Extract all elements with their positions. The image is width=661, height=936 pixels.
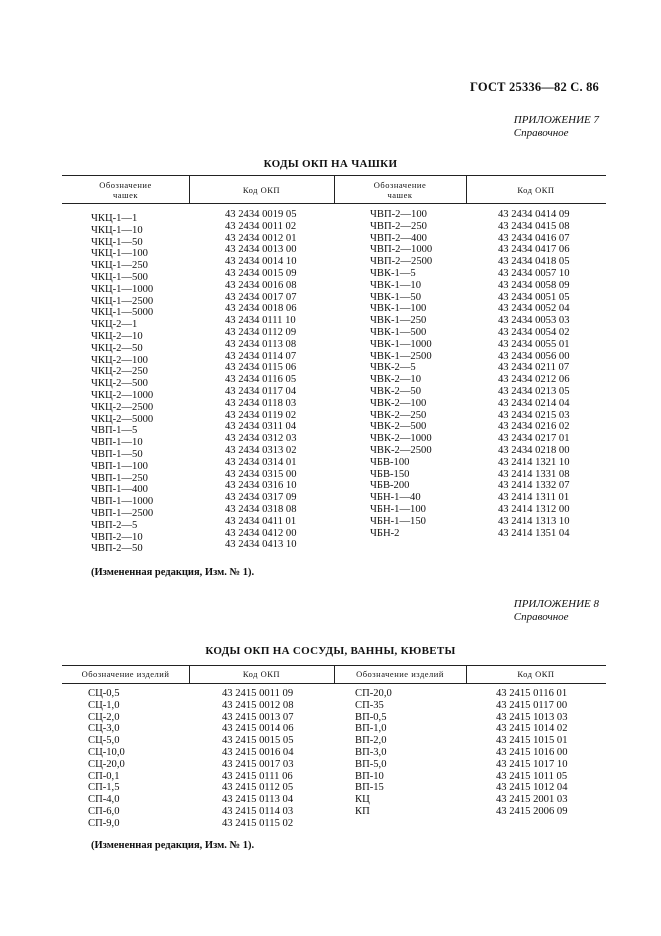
okp-code: 43 2434 0312 03 <box>225 433 297 445</box>
appendix-8-title: ПРИЛОЖЕНИЕ 8 <box>513 598 599 610</box>
table-1-right-codes <box>498 209 570 539</box>
product-designation: СП-9,0 <box>88 817 120 829</box>
okp-code: 43 2434 0411 01 <box>225 515 297 527</box>
okp-code: 43 2434 0058 09 <box>498 279 570 291</box>
okp-code: 43 2434 0014 10 <box>225 256 297 268</box>
okp-code: 43 2415 0113 04 <box>222 794 294 806</box>
product-designation: ЧВП-1—1000 <box>91 496 154 508</box>
okp-code: 43 2414 1331 08 <box>498 468 570 480</box>
table-1-col-code-left: Код ОКП <box>242 185 281 195</box>
okp-code: 43 2434 0053 03 <box>498 315 570 327</box>
table-2-col-designation-left: Обозначение изделий <box>81 669 170 679</box>
okp-code: 43 2415 0016 04 <box>222 746 294 758</box>
okp-code: 43 2414 1321 10 <box>498 456 570 468</box>
okp-code: 43 2415 0114 03 <box>222 805 294 817</box>
page-header: ГОСТ 25336—82 С. 86 <box>470 80 599 94</box>
okp-code: 43 2434 0015 09 <box>225 267 297 279</box>
okp-code: 43 2434 0057 10 <box>498 267 570 279</box>
product-designation: ЧВП-2—100 <box>370 209 427 220</box>
product-designation: ВП-2,0 <box>355 735 387 747</box>
product-designation: ЧВК-2—50 <box>370 385 422 397</box>
okp-code: 43 2434 0113 08 <box>225 338 297 350</box>
okp-code: 43 2434 0054 02 <box>498 326 570 338</box>
product-designation: ЧВП-2—250 <box>370 220 427 232</box>
product-designation: ЧВП-1—100 <box>91 460 148 472</box>
okp-code: 43 2434 0016 08 <box>225 279 297 291</box>
product-designation: ЧВП-1—50 <box>91 448 143 460</box>
appendix-7-subtitle: Справочное <box>513 127 569 139</box>
product-designation: СП-35 <box>355 699 384 711</box>
product-designation: ЧВК-2—10 <box>370 374 422 386</box>
okp-code: 43 2414 1313 10 <box>498 515 570 527</box>
product-designation: ЧКЦ-2—1 <box>91 319 138 331</box>
table-1-title: КОДЫ ОКП НА ЧАШКИ <box>263 158 398 170</box>
product-designation: ЧКЦ-1—1000 <box>91 283 154 295</box>
product-designation: ЧВК-2—250 <box>370 409 427 421</box>
okp-code: 43 2415 1011 05 <box>496 770 568 782</box>
okp-code: 43 2434 0211 07 <box>498 362 570 374</box>
product-designation: ЧКЦ-1—500 <box>91 271 148 283</box>
product-designation: ЧВК-2—5 <box>370 362 416 374</box>
table-1-left-codes <box>225 209 297 551</box>
product-designation: ЧВК-1—5 <box>370 267 416 279</box>
product-designation: ЧВК-2—100 <box>370 397 427 409</box>
okp-code: 43 2414 1351 04 <box>498 527 570 539</box>
okp-code: 43 2434 0116 05 <box>225 374 297 386</box>
product-designation: ЧВП-1—400 <box>91 484 148 496</box>
product-designation: ЧКЦ-2—50 <box>91 342 143 354</box>
okp-code: 43 2434 0318 08 <box>225 503 297 515</box>
okp-code: 43 2434 0117 04 <box>225 385 297 397</box>
product-designation: СП-4,0 <box>88 794 120 806</box>
product-designation: ЧВК-1—50 <box>370 291 422 303</box>
table-2-right-codes <box>496 688 568 818</box>
product-designation: КП <box>355 805 370 817</box>
okp-code: 43 2434 0017 07 <box>225 291 297 303</box>
okp-code: 43 2415 0115 02 <box>222 817 294 829</box>
product-designation: СЦ-2,0 <box>88 711 120 723</box>
okp-code: 43 2434 0118 03 <box>225 397 297 409</box>
product-designation: ЧВП-2—400 <box>370 232 427 244</box>
product-designation: СЦ-20,0 <box>88 758 125 770</box>
okp-code: 43 2434 0317 09 <box>225 492 297 504</box>
table-1-header-rule <box>62 203 606 204</box>
product-designation: ЧКЦ-2—10 <box>91 330 143 342</box>
product-designation: ЧВП-2—50 <box>91 543 143 555</box>
product-designation: ЧКЦ-2—2500 <box>91 401 154 413</box>
col-header-text: чашек <box>113 190 138 200</box>
okp-code: 43 2415 0013 07 <box>222 711 294 723</box>
product-designation: ВП-0,5 <box>355 711 387 723</box>
okp-code: 43 2415 1017 10 <box>496 758 568 770</box>
okp-code: 43 2434 0414 09 <box>498 209 570 220</box>
product-designation: ЧВК-1—10 <box>370 279 422 291</box>
table-2-note: (Измененная редакция, Изм. № 1). <box>91 840 255 851</box>
product-designation: ЧКЦ-2—500 <box>91 378 148 390</box>
product-designation: ЧВП-2—10 <box>91 531 143 543</box>
table-2-title: КОДЫ ОКП НА СОСУДЫ, ВАННЫ, КЮВЕТЫ <box>205 645 456 657</box>
okp-code: 43 2434 0215 03 <box>498 409 570 421</box>
okp-code: 43 2434 0412 00 <box>225 527 297 539</box>
okp-code: 43 2415 0017 03 <box>222 758 294 770</box>
product-designation: ЧБВ-200 <box>370 480 410 492</box>
okp-code: 43 2434 0316 10 <box>225 480 297 492</box>
product-designation: ЧКЦ-1—250 <box>91 260 148 272</box>
product-designation: ЧВП-1—10 <box>91 437 143 449</box>
product-designation: ЧВК-1—500 <box>370 326 427 338</box>
okp-code: 43 2415 1015 01 <box>496 735 568 747</box>
okp-code: 43 2434 0112 09 <box>225 326 297 338</box>
appendix-7-label <box>514 114 599 140</box>
okp-code: 43 2434 0314 01 <box>225 456 297 468</box>
table-1-left-names <box>91 213 153 555</box>
appendix-7-title: ПРИЛОЖЕНИЕ 7 <box>513 114 599 126</box>
product-designation: ЧВК-1—2500 <box>370 350 432 362</box>
product-designation: ЧБВ-100 <box>370 456 410 468</box>
product-designation: ЧВП-2—5 <box>91 519 138 531</box>
table-1-col-code-right: Код ОКП <box>517 185 555 195</box>
okp-code: 43 2434 0216 02 <box>498 421 570 433</box>
okp-code: 43 2415 0112 05 <box>222 782 294 794</box>
okp-code: 43 2434 0052 04 <box>498 303 570 315</box>
product-designation: СП-0,1 <box>88 770 120 782</box>
product-designation: ЧКЦ-1—10 <box>91 224 143 236</box>
okp-code: 43 2415 0014 06 <box>222 723 294 735</box>
okp-code: 43 2434 0217 01 <box>498 433 570 445</box>
product-designation: СЦ-10,0 <box>88 746 125 758</box>
okp-code: 43 2415 1016 00 <box>496 746 568 758</box>
product-designation: ЧВК-1—1000 <box>370 338 432 350</box>
product-designation: СП-1,5 <box>88 782 120 794</box>
product-designation: ЧВП-1—250 <box>91 472 148 484</box>
okp-code: 43 2434 0416 07 <box>498 232 570 244</box>
appendix-8-subtitle: Справочное <box>513 611 569 623</box>
okp-code: 43 2434 0214 04 <box>498 397 570 409</box>
product-designation: ВП-1,0 <box>355 723 387 735</box>
okp-code: 43 2434 0019 05 <box>225 209 297 220</box>
product-designation: КЦ <box>355 794 370 806</box>
product-designation: ЧВК-2—500 <box>370 421 427 433</box>
okp-code: 43 2414 1311 01 <box>498 492 570 504</box>
okp-code: 43 2434 0111 10 <box>225 315 296 327</box>
okp-code: 43 2434 0055 01 <box>498 338 570 350</box>
table-1-right-names <box>370 209 432 539</box>
product-designation: ЧВП-2—2500 <box>370 256 433 268</box>
product-designation: СП-20,0 <box>355 688 392 699</box>
product-designation: ЧКЦ-1—1 <box>91 213 138 224</box>
okp-code: 43 2434 0018 06 <box>225 303 297 315</box>
product-designation: СЦ-3,0 <box>88 723 120 735</box>
okp-code: 43 2415 0116 01 <box>496 688 568 699</box>
okp-code: 43 2434 0313 02 <box>225 444 297 456</box>
product-designation: ЧКЦ-1—50 <box>91 236 143 248</box>
okp-code: 43 2434 0119 02 <box>225 409 297 421</box>
col-header-text: чашек <box>387 190 413 200</box>
okp-code: 43 2434 0413 10 <box>225 539 297 551</box>
okp-code: 43 2415 2006 09 <box>496 805 568 817</box>
table-2-left-names <box>88 688 125 830</box>
okp-code: 43 2434 0114 07 <box>225 350 297 362</box>
okp-code: 43 2434 0218 00 <box>498 444 570 456</box>
okp-code: 43 2434 0011 02 <box>225 220 297 232</box>
okp-code: 43 2434 0418 05 <box>498 256 570 268</box>
okp-code: 43 2415 1013 03 <box>496 711 568 723</box>
table-1-col-designation-left <box>62 180 189 200</box>
okp-code: 43 2434 0213 05 <box>498 385 570 397</box>
okp-code: 43 2434 0311 04 <box>225 421 297 433</box>
product-designation: ВП-10 <box>355 770 384 782</box>
table-2-col-designation-right: Обозначение изделий <box>356 669 444 679</box>
appendix-8-label <box>514 598 599 624</box>
product-designation: ЧКЦ-1—100 <box>91 248 148 260</box>
product-designation: ЧВК-2—1000 <box>370 433 432 445</box>
product-designation: ВП-5,0 <box>355 758 387 770</box>
table-1-col-designation-right <box>334 180 466 200</box>
product-designation: ЧБН-1—40 <box>370 492 421 504</box>
col-header-text: Обозначение <box>373 180 427 190</box>
okp-code: 43 2414 1332 07 <box>498 480 570 492</box>
product-designation: ЧБН-1—150 <box>370 515 426 527</box>
product-designation: ЧВП-1—5 <box>91 425 138 437</box>
okp-code: 43 2434 0051 05 <box>498 291 570 303</box>
okp-code: 43 2434 0115 06 <box>225 362 297 374</box>
okp-code: 43 2415 0015 05 <box>222 735 294 747</box>
okp-code: 43 2415 0012 08 <box>222 699 294 711</box>
okp-code: 43 2434 0315 00 <box>225 468 297 480</box>
product-designation: ЧВП-1—2500 <box>91 507 154 519</box>
table-2-col-code-left: Код ОКП <box>242 669 281 679</box>
okp-code: 43 2434 0013 00 <box>225 244 297 256</box>
okp-code: 43 2434 0415 08 <box>498 220 570 232</box>
table-1-note: (Измененная редакция, Изм. № 1). <box>91 567 255 578</box>
product-designation: ЧКЦ-2—1000 <box>91 389 154 401</box>
product-designation: ЧВК-2—2500 <box>370 444 432 456</box>
product-designation: СЦ-5,0 <box>88 735 120 747</box>
okp-code: 43 2415 1014 02 <box>496 723 568 735</box>
product-designation: ЧКЦ-1—5000 <box>91 307 154 319</box>
okp-code: 43 2434 0056 00 <box>498 350 570 362</box>
okp-code: 43 2415 0011 09 <box>222 688 294 699</box>
product-designation: ЧКЦ-2—5000 <box>91 413 154 425</box>
okp-code: 43 2414 1312 00 <box>498 503 570 515</box>
product-designation: ЧКЦ-2—100 <box>91 354 148 366</box>
okp-code: 43 2415 0111 06 <box>222 770 293 782</box>
product-designation: ЧКЦ-1—2500 <box>91 295 154 307</box>
product-designation: ВП-3,0 <box>355 746 387 758</box>
okp-code: 43 2434 0212 06 <box>498 374 570 386</box>
product-designation: ЧБВ-150 <box>370 468 410 480</box>
table-2-right-names <box>355 688 392 818</box>
okp-code: 43 2415 2001 03 <box>496 794 568 806</box>
okp-code: 43 2415 0117 00 <box>496 699 568 711</box>
okp-code: 43 2415 1012 04 <box>496 782 568 794</box>
product-designation: ЧВП-2—1000 <box>370 244 433 256</box>
product-designation: ЧБН-1—100 <box>370 503 426 515</box>
okp-code: 43 2434 0012 01 <box>225 232 297 244</box>
product-designation: ЧКЦ-2—250 <box>91 366 148 378</box>
table-2-header-rule <box>62 683 606 684</box>
okp-code: 43 2434 0417 06 <box>498 244 570 256</box>
product-designation: ЧВК-1—250 <box>370 315 427 327</box>
product-designation: СЦ-0,5 <box>88 688 120 699</box>
product-designation: ВП-15 <box>355 782 384 794</box>
product-designation: ЧБН-2 <box>370 527 400 539</box>
col-header-text: Обозначение <box>99 180 152 190</box>
product-designation: ЧВК-1—100 <box>370 303 427 315</box>
product-designation: СЦ-1,0 <box>88 699 120 711</box>
table-2-left-codes <box>222 688 294 830</box>
table-2-col-code-right: Код ОКП <box>517 669 555 679</box>
product-designation: СП-6,0 <box>88 805 120 817</box>
